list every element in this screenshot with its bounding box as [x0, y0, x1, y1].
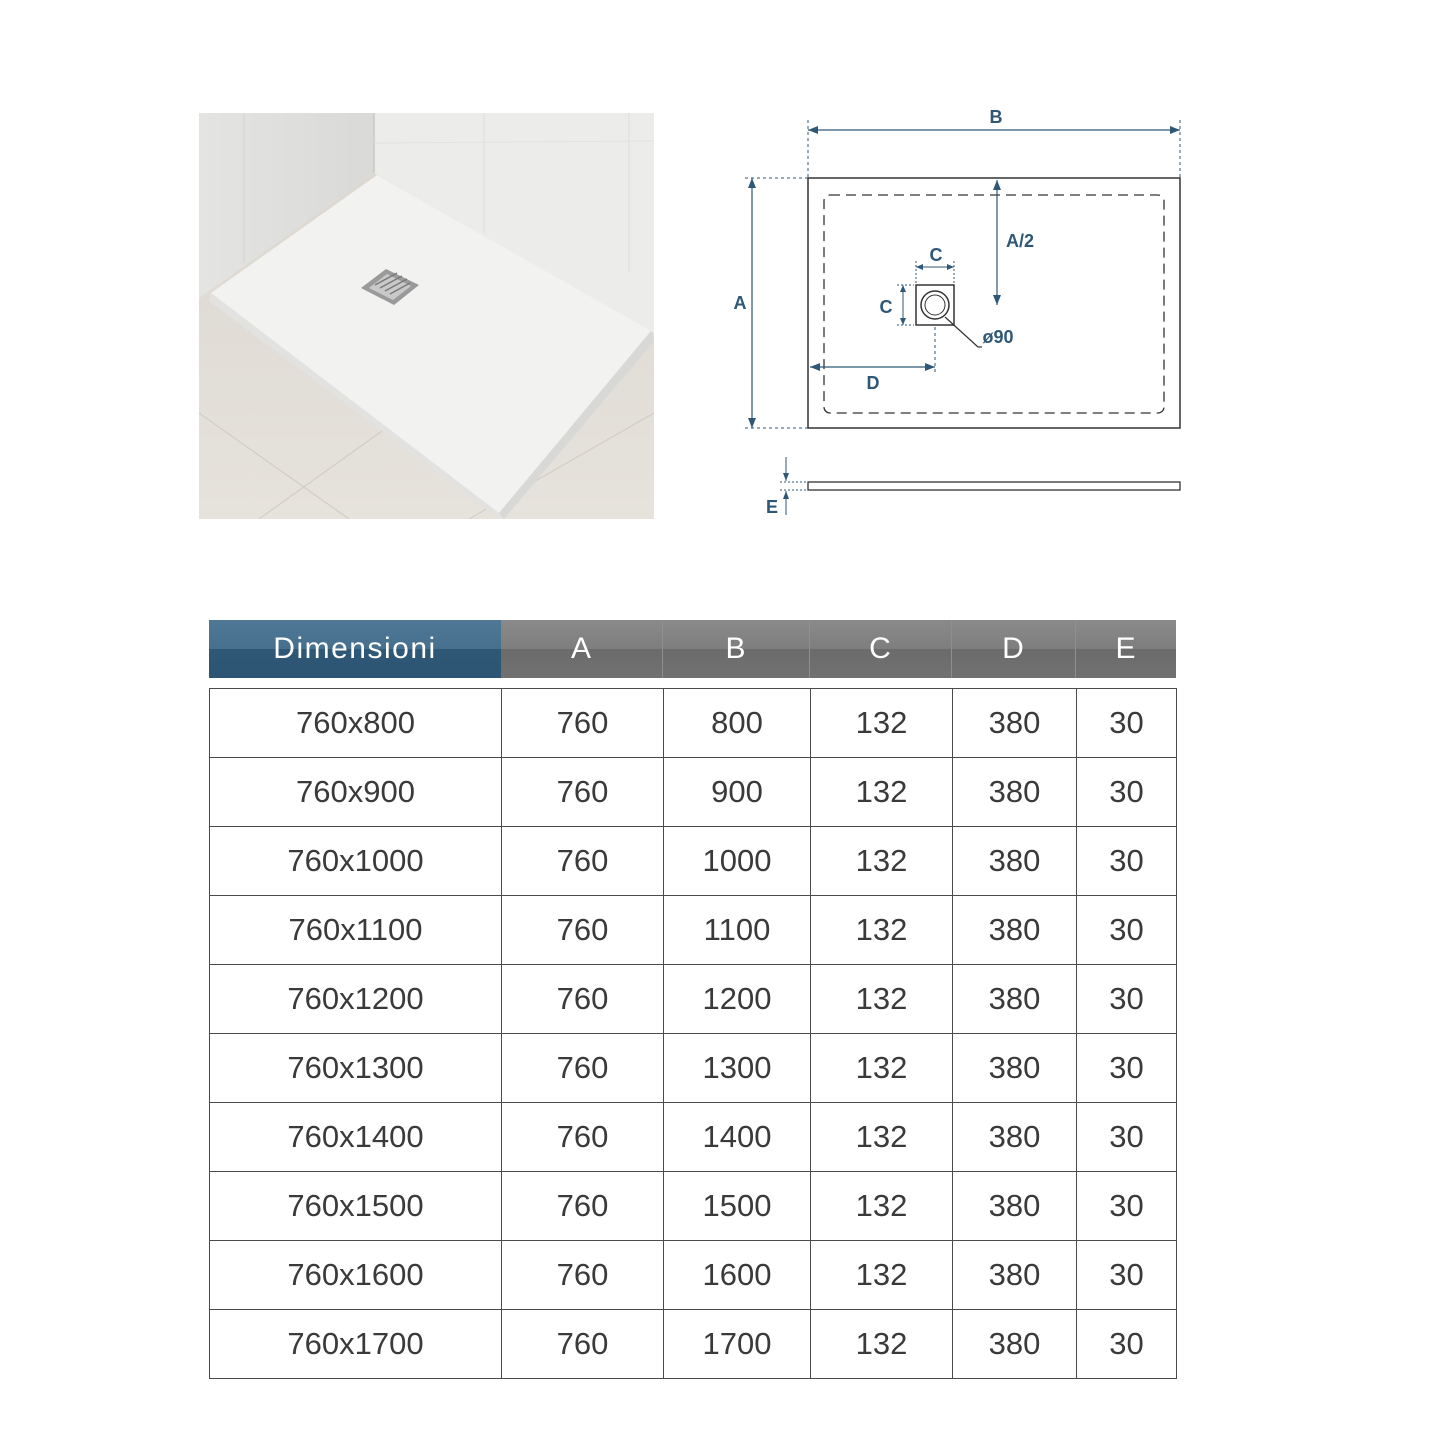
label-a: A	[733, 293, 747, 313]
table-row	[210, 1034, 1177, 1103]
cell-b: 1100	[664, 896, 811, 965]
cell-e: 30	[1077, 1310, 1177, 1379]
cell-a: 760	[502, 689, 664, 758]
cell-d: 380	[953, 896, 1077, 965]
cell-dimensioni: 760x1000	[210, 827, 502, 896]
cell-c: 132	[811, 689, 953, 758]
cell-c: 132	[811, 1103, 953, 1172]
cell-c: 132	[811, 1310, 953, 1379]
cell-dimensioni: 760x1300	[210, 1034, 502, 1103]
cell-b: 1000	[664, 827, 811, 896]
cell-b: 1600	[664, 1241, 811, 1310]
dimensions-data-table	[209, 688, 1177, 1379]
cell-a: 760	[502, 1034, 664, 1103]
cell-d: 380	[953, 1103, 1077, 1172]
cell-b: 900	[664, 758, 811, 827]
table-row	[210, 965, 1177, 1034]
table-row	[210, 758, 1177, 827]
header-e: E	[1076, 620, 1176, 678]
cell-dimensioni: 760x1700	[210, 1310, 502, 1379]
label-c-top: C	[929, 245, 943, 265]
cell-b: 1400	[664, 1103, 811, 1172]
cell-a: 760	[502, 1172, 664, 1241]
cell-b: 800	[664, 689, 811, 758]
tray-outline	[808, 178, 1180, 428]
cell-e: 30	[1077, 689, 1177, 758]
dimensions-table	[209, 620, 1176, 1361]
cell-d: 380	[953, 965, 1077, 1034]
cell-d: 380	[953, 1310, 1077, 1379]
cell-d: 380	[953, 827, 1077, 896]
cell-b: 1200	[664, 965, 811, 1034]
shower-tray-illustration	[199, 113, 654, 519]
table-row	[210, 827, 1177, 896]
cell-c: 132	[811, 965, 953, 1034]
cell-e: 30	[1077, 1241, 1177, 1310]
table-header	[209, 620, 1176, 678]
cell-a: 760	[502, 758, 664, 827]
cell-c: 132	[811, 758, 953, 827]
product-photo	[199, 113, 654, 519]
cell-dimensioni: 760x1500	[210, 1172, 502, 1241]
header-b: B	[663, 620, 810, 678]
cell-e: 30	[1077, 965, 1177, 1034]
cell-c: 132	[811, 1034, 953, 1103]
tray-side-profile	[808, 482, 1180, 490]
cell-b: 1300	[664, 1034, 811, 1103]
cell-a: 760	[502, 827, 664, 896]
table-row	[210, 1310, 1177, 1379]
cell-e: 30	[1077, 758, 1177, 827]
label-b: B	[989, 107, 1003, 127]
header-c: C	[810, 620, 952, 678]
header-dimensioni: Dimensioni	[209, 620, 501, 678]
cell-a: 760	[502, 1310, 664, 1379]
table-row	[210, 1241, 1177, 1310]
cell-dimensioni: 760x800	[210, 689, 502, 758]
table-row	[210, 1103, 1177, 1172]
cell-d: 380	[953, 1034, 1077, 1103]
cell-dimensioni: 760x900	[210, 758, 502, 827]
cell-c: 132	[811, 827, 953, 896]
cell-dimensioni: 760x1200	[210, 965, 502, 1034]
label-a-half: A/2	[1005, 231, 1035, 251]
cell-e: 30	[1077, 827, 1177, 896]
label-diameter: ø90	[982, 327, 1014, 347]
label-e: E	[765, 497, 779, 517]
cell-a: 760	[502, 896, 664, 965]
header-a: A	[501, 620, 663, 678]
cell-d: 380	[953, 758, 1077, 827]
cell-dimensioni: 760x1600	[210, 1241, 502, 1310]
cell-c: 132	[811, 1172, 953, 1241]
cell-e: 30	[1077, 1103, 1177, 1172]
cell-c: 132	[811, 1241, 953, 1310]
cell-dimensioni: 760x1100	[210, 896, 502, 965]
header-d: D	[952, 620, 1076, 678]
cell-e: 30	[1077, 1172, 1177, 1241]
cell-c: 132	[811, 896, 953, 965]
cell-dimensioni: 760x1400	[210, 1103, 502, 1172]
cell-a: 760	[502, 1241, 664, 1310]
label-d: D	[866, 373, 880, 393]
cell-d: 380	[953, 1241, 1077, 1310]
cell-e: 30	[1077, 1034, 1177, 1103]
table-row	[210, 896, 1177, 965]
label-c-left: C	[879, 297, 893, 317]
cell-a: 760	[502, 1103, 664, 1172]
cell-b: 1500	[664, 1172, 811, 1241]
tray-dimensions-drawing	[700, 95, 1220, 535]
cell-e: 30	[1077, 896, 1177, 965]
table-row	[210, 1172, 1177, 1241]
cell-d: 380	[953, 689, 1077, 758]
cell-b: 1700	[664, 1310, 811, 1379]
cell-a: 760	[502, 965, 664, 1034]
cell-d: 380	[953, 1172, 1077, 1241]
table-row	[210, 689, 1177, 758]
technical-diagram	[700, 95, 1220, 535]
